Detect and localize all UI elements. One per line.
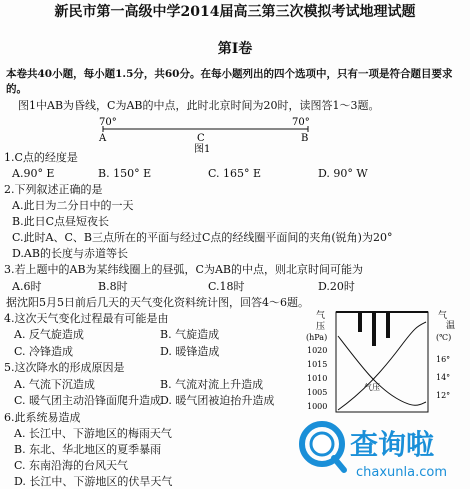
q2-option-c: C.此时A、C、B三点所在的平面与经过C点的经线圈平面间的夹角(锐角)为20° — [12, 231, 393, 244]
q6-stem: 6.此系统易造成 — [4, 411, 81, 424]
chart-left-tick-1020: 1020 — [307, 346, 328, 355]
chart-precip-bar-2 — [372, 312, 376, 346]
chart-left-tick-1000: 1000 — [307, 402, 328, 411]
chart-left-unit: (hPa) — [306, 333, 328, 342]
q3-option-a: A.6时 — [12, 280, 42, 293]
q4-option-a: A. 反气旋造成 — [14, 328, 84, 341]
chart-right-axis-title-2: 温 — [446, 321, 456, 331]
q5-option-b: B. 气流对流上升造成 — [160, 378, 264, 391]
chart-left-axis-title-2: 压 — [316, 322, 326, 332]
q1-option-b: B. 150° E — [98, 167, 152, 180]
figure-1-diagram — [0, 114, 470, 154]
q2-option-a: A.此日为二分日中的一天 — [12, 199, 134, 212]
instructions-line-2: 的。 — [6, 83, 27, 95]
q4-option-d: D. 暖锋造成 — [160, 345, 220, 358]
q3-option-c: C.18时 — [208, 280, 245, 293]
q1-option-a: A.90° E — [12, 167, 55, 180]
chart-left-axis-title-1: 气 — [316, 311, 326, 321]
chart-left-tick-1010: 1010 — [307, 374, 328, 383]
q2-option-d: D.AB的长度与赤道等长 — [12, 247, 128, 260]
q5-option-a: A. 气流下沉造成 — [14, 378, 95, 391]
weather-chart — [306, 306, 466, 416]
watermark-url: chaxunla.com — [356, 465, 447, 480]
magnifier-logo-icon — [302, 424, 344, 470]
q4-stem: 4.这次天气变化过程最有可能是由 — [4, 312, 169, 325]
page-title: 新民市第一高级中学2014届高三第三次模拟考试地理试题 — [54, 4, 416, 20]
chart-precip-bar-1 — [358, 312, 362, 332]
chaxunla-watermark — [296, 410, 466, 485]
section-heading: 第Ⅰ卷 — [217, 41, 253, 57]
q1-option-d: D. 90° W — [318, 167, 368, 180]
chart-pressure-label: 气压 — [364, 383, 380, 392]
q6-option-b: B. 东北、华北地区的夏季暴雨 — [14, 443, 162, 456]
q5-option-c: C. 暖气团主动沿锋面爬升造成 — [14, 394, 162, 407]
chart-precip-bar-3 — [386, 312, 390, 338]
q2-option-b: B.此日C点昼短夜长 — [12, 215, 109, 228]
intro-fig1: 图1中AB为昏线，C为AB的中点，此时北京时间为20时，读图答1～3题。 — [18, 99, 380, 112]
instructions-line-1: 本卷共40小题，每小题1.5分，共60分。在每小题列出的四个选项中，只有一项是符合题目要求 — [6, 68, 453, 80]
chart-right-tick-16: 16° — [436, 355, 451, 364]
intro-q4-6: 据沈阳5月5日前后几天的天气变化资料统计图，回答4～6题。 — [6, 296, 309, 309]
fig1-label-b: B — [301, 133, 309, 144]
chart-left-tick-1005: 1005 — [307, 388, 328, 397]
q3-option-b: B.8时 — [98, 280, 128, 293]
q3-option-d: D.20时 — [318, 280, 355, 293]
chart-right-unit: (℃) — [436, 333, 452, 342]
q4-option-b: B. 气旋造成 — [160, 328, 220, 341]
fig1-right-latitude: 70° — [292, 117, 310, 128]
fig1-label-a: A — [99, 133, 107, 144]
chart-temperature-curve — [338, 322, 426, 410]
fig1-caption: 图1 — [194, 144, 211, 154]
q2-stem: 2.下列叙述正确的是 — [4, 183, 103, 196]
q3-stem: 3.若上题中的AB为某纬线圈上的昼弧，C为AB的中点，则北京时间可能为 — [4, 263, 363, 276]
chart-right-tick-12: 12° — [436, 391, 451, 400]
q4-option-c: C. 冷锋造成 — [14, 345, 74, 358]
q1-stem: 1.C点的经度是 — [4, 151, 78, 164]
chart-left-tick-1015: 1015 — [307, 360, 328, 369]
chart-right-tick-14: 14° — [436, 373, 451, 382]
q6-option-c: C. 东南沿海的台风天气 — [14, 459, 129, 472]
fig1-left-latitude: 70° — [99, 117, 117, 128]
chart-pressure-curve — [338, 336, 426, 405]
fig1-label-c: C — [197, 133, 205, 144]
chart-right-axis-title-1: 气 — [438, 311, 448, 321]
chart-plot-frame — [336, 312, 428, 412]
q1-option-c: C. 165° E — [208, 167, 262, 180]
q6-option-d: D. 长江中、下游地区的伏旱天气 — [14, 475, 173, 488]
watermark-brand: 查询啦 — [350, 428, 435, 461]
q5-stem: 5.这次降水的形成原因是 — [4, 361, 125, 374]
q5-option-d: D. 暖气团被迫抬升造成 — [160, 394, 275, 407]
q6-option-a: A. 长江中、下游地区的梅雨天气 — [14, 427, 172, 440]
